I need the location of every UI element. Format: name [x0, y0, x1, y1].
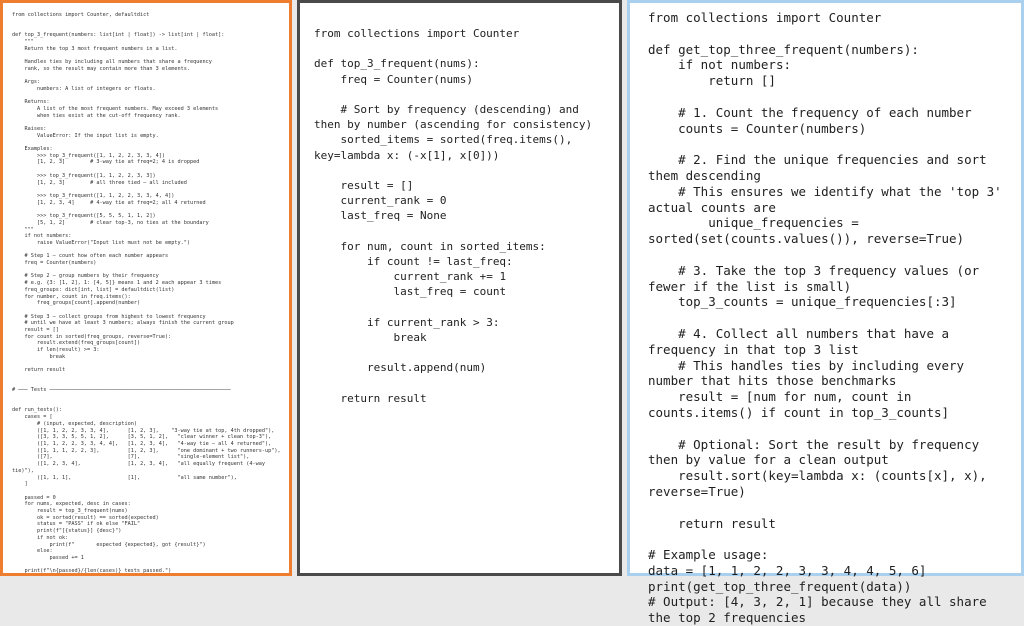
code-block-left: from collections import Counter, defaultdict def top_3_frequent(numbers: list[int | float]) -> list[int | float]: """ Return the top 3 most frequent numbers in a list. Handles ties by including all numbers that share a frequency rank, so the result may contain more than 3 elements. Args: numbers: A list of integers or floats. Returns: A list of the most frequent numbers. May exceed 3 elements when ties exist at the cut-off frequency rank. Raises: ValueError: If the input list is empty. Examples: >>> top_3_frequent([1, 1, 2, 2, 3, 3, 4]) [1, 2, 3] # 3-way tie at freq=2; 4 is dropped >>> top_3_frequent([1, 1, 2, 2, 3, 3]) [1, 2, 3] # all three tied – all included >>> top_3_frequent([1, 1, 2, 2, 3, 3, 4, 4]) [1, 2, 3, 4] # 4-way tie at freq=2; all 4 returned >>> top_3_frequent([5, 5, 5, 1, 1, 2]) [5, 1, 2] # clear top-3, no ties at the boundary """ if not numbers: raise ValueError("Input list must not be empty.") # Step 1 — count how often each number appears freq = Counter(numbers) # Step 2 — group numbers by their frequency # e.g. {3: [1, 2], 1: [4, 5]} means 1 and 2 each appear 3 times freq_groups: dict[int, list] = defaultdict(list) for number, count in freq.items(): freq_groups[count].append(number) # Step 3 — collect groups from highest to lowest frequency # until we have at least 3 numbers; always finish the current group result = [] for count in sorted(freq_groups, reverse=True): result.extend(freq_groups[count]) if len(result) >= 3: break return result # ─── Tests ────────────────────────────────────────────────────────── def run_tests(): cases = [ # (input, expected, description) ([1, 1, 2, 2, 3, 3, 4], [1, 2, 3], "3-way tie at top, 4th dropped"), ([3, 3, 3, 5, 5, 1, 2], [3, 5, 1, 2], "clear winner + clean top-3"), ([1, 1, 2, 2, 3, 3, 4, 4], [1, 2, 3, 4], "4-way tie – all 4 returned"), ([1, 1, 1, 2, 2, 3], [1, 2, 3], "one dominant + two runners-up"), ([7], [7], "single-element list"), ([1, 2, 3, 4], [1, 2, 3, 4], "all equally frequent (4-way tie)"), ([1, 1, 1], [1], "all same number"), ] passed = 0 for nums, expected, desc in cases: result = top_3_frequent(nums) ok = sorted(result) == sorted(expected) status = "PASS" if ok else "FAIL" print(f"[{status}] {desc}") if not ok: print(f" expected {expected}, got {result}") else: passed += 1 print(f"\n{passed}/{len(cases)} tests passed.") — [12, 12, 281, 575]
code-panel-left — [0, 0, 292, 576]
code-block-middle: from collections import Counter def top_3_frequent(nums): freq = Counter(nums) # Sort by frequency (descending) and then by number (ascending for consistency) sorted_items = sorted(freq.items(), key=lambda x: (-x[1], x[0])) result = [] current_rank = 0 last_freq = None for num, count in sorted_items: if count != last_freq: current_rank += 1 last_freq = count if current_rank > 3: break result.append(num) return result — [314, 27, 593, 405]
code-block-right: from collections import Counter def get_top_three_frequent(numbers): if not numbers: return [] # 1. Count the frequency of each number counts = Counter(numbers) # 2. Find the unique frequencies and sort them descending # This ensures we identify what the 'top 3' actual counts are unique_frequencies = sorted(set(counts.values()), reverse=True) # 3. Take the top 3 frequency values (or fewer if the list is small) top_3_counts = unique_frequencies[:3] # 4. Collect all numbers that have a frequency in that top 3 list # This handles ties by including every number that hits those benchmarks result = [num for num, count in counts.items() if count in top_3_counts] # Optional: Sort the result by frequency then by value for a clean output result.sort(key=lambda x: (counts[x], x), reverse=True) return result # Example usage: data = [1, 1, 2, 2, 3, 3, 4, 4, 5, 6] print(get_top_three_frequent(data)) # Output: [4, 3, 2, 1] because they all share the top 2 frequencies — [648, 10, 1002, 626]
code-panel-right — [627, 0, 1024, 626]
code-panel-middle — [297, 0, 622, 576]
